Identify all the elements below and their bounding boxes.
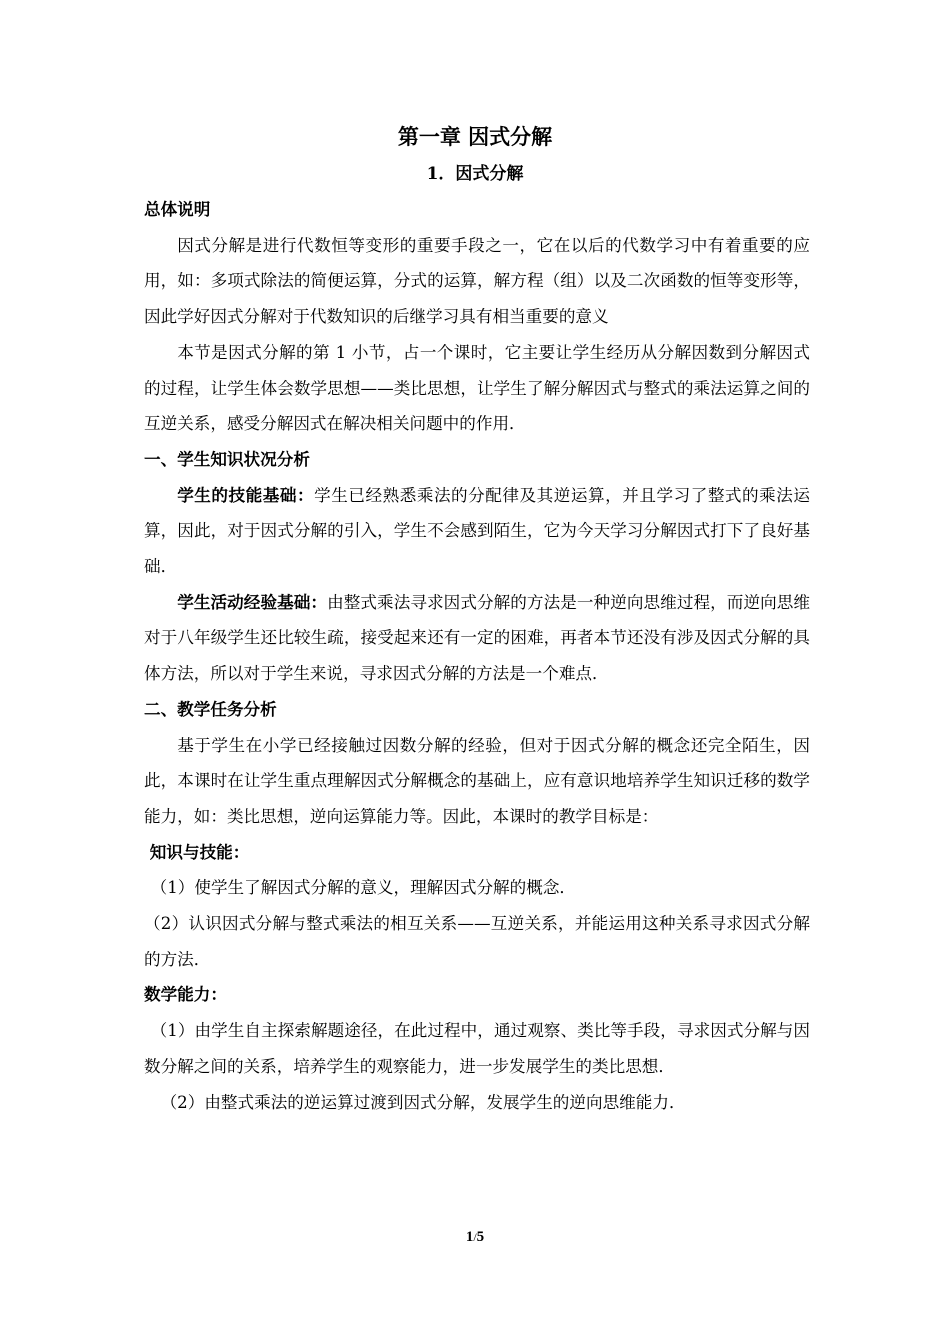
section2-paragraph-1: 基于学生在小学已经接触过因数分解的经验，但对于因式分解的概念还完全陌生，因此，本课时在让学生重点理解因式分解概念的基础上，应有意识地培养学生知识迁移的数学能力，如：类比思想，逆向运算能力等。因此，本课时的教学目标是： [144, 735, 810, 826]
experience-basis-text: 由整式乘法寻求因式分解的方法是一种逆向思维过程，而逆向思维对于八年级学生还比较生疏，接受起来还有一定的困难，再者本节还没有涉及因式分解的具体方法，所以对于学生来说，寻求因式分解的方法是一个难点． [144, 592, 810, 684]
knowledge-heading: 知识与技能： [149, 841, 250, 862]
knowledge-item-2: （2）认识因式分解与整式乘法的相互关系——互逆关系，并能运用这种关系寻求因式分解的方法． [144, 914, 810, 969]
math-ability-item-2: （2）由整式乘法的逆运算过渡到因式分解，发展学生的逆向思维能力． [160, 1092, 686, 1112]
math-ability-heading: 数学能力： [144, 984, 227, 1005]
section2-heading: 二、教学任务分析 [144, 698, 277, 719]
total-pages: 5 [476, 1229, 485, 1245]
page-subtitle: 1．因式分解 [426, 164, 524, 184]
skill-basis-label: 学生的技能基础： [177, 484, 315, 505]
document-body [144, 192, 810, 1120]
current-page: 1 [465, 1229, 474, 1245]
knowledge-item-1: （1）使学生了解因式分解的意义，理解因式分解的概念． [150, 878, 577, 898]
overview-paragraph-1: 因式分解是进行代数恒等变形的重要手段之一，它在以后的代数学习中有着重要的应用，如：多项式除法的简便运算，分式的运算，解方程（组）以及二次函数的恒等变形等，因此学好因式分解对于代数知识的后继学习具有相当重要的意义 [144, 235, 810, 327]
section1-paragraph-1 [144, 478, 810, 585]
page-separator: / [473, 1230, 477, 1244]
section1-heading: 一、学生知识状况分析 [144, 448, 310, 469]
overview-paragraph-2: 本节是因式分解的第 1 小节，占一个课时，它主要让学生经历从分解因数到分解因式的过程，让学生体会数学思想——类比思想，让学生了解分解因式与整式的乘法运算之间的互逆关系，感受分解因式在解决相关问题中的作用． [144, 342, 810, 434]
section1-paragraph-2 [144, 585, 810, 692]
page-number [0, 1229, 950, 1246]
math-ability-item-1: （1）由学生自主探索解题途径，在此过程中，通过观察、类比等手段，寻求因式分解与因数分解之间的关系，培养学生的观察能力，进一步发展学生的类比思想． [144, 1021, 810, 1076]
page-title: 第一章 因式分解 [397, 124, 553, 149]
skill-basis-text: 学生已经熟悉乘法的分配律及其逆运算，并且学习了整式的乘法运算，因此，对于因式分解的引入，学生不会感到陌生，它为今天学习分解因式打下了良好基础． [144, 485, 810, 577]
overview-heading: 总体说明 [144, 199, 211, 219]
experience-basis-label: 学生活动经验基础： [177, 591, 328, 612]
